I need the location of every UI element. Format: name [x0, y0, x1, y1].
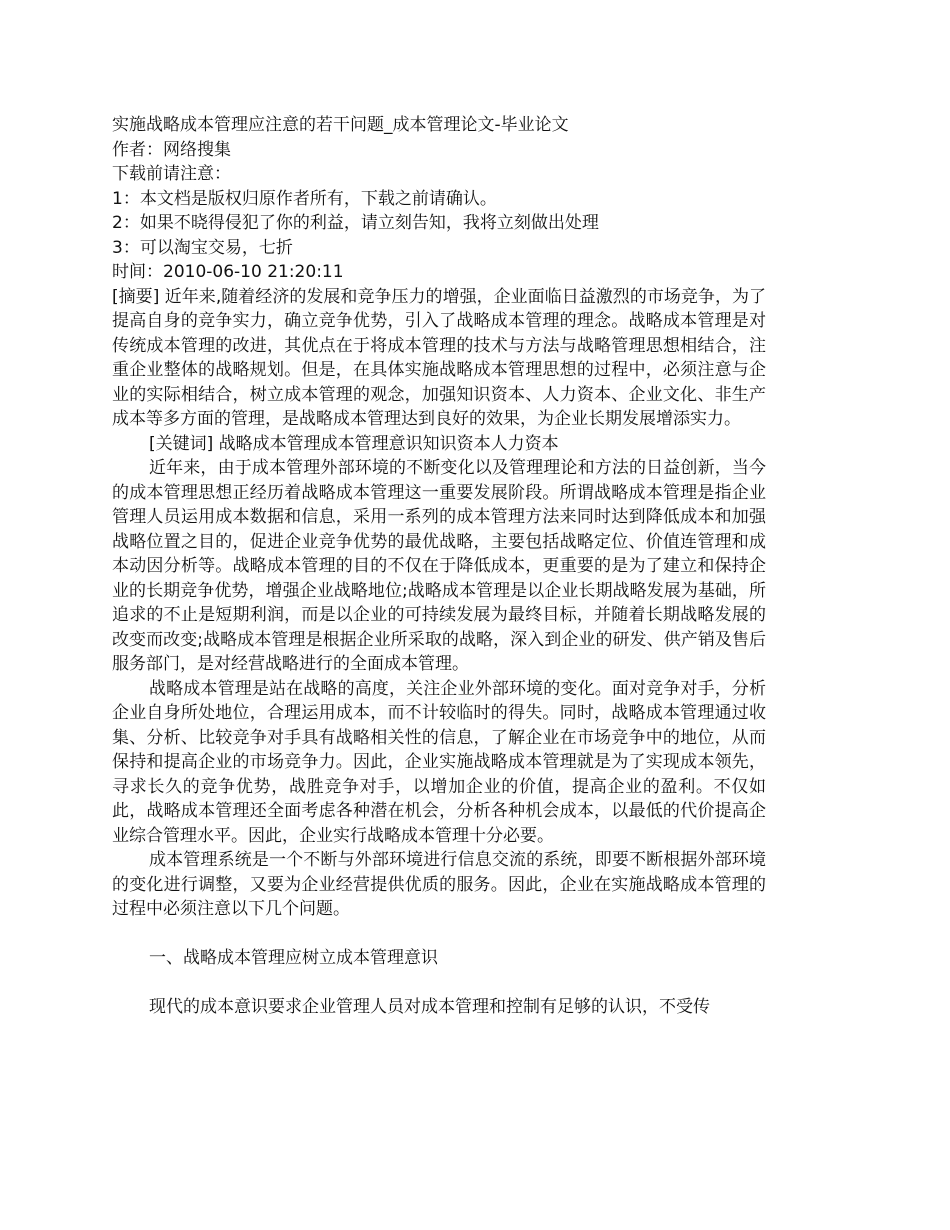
author-line: 作者：网络搜集 — [112, 139, 231, 160]
body-paragraph: 近年来，由于成本管理外部环境的不断变化以及管理理论和方法的日益创新，当今的成本管理思想正经历着战略成本管理这一重要发展阶段。所谓战略成本管理是指企业管理人员运用成本数据和信息，采用一系列的成本管理方法来同时达到降低成本和加强战略位置之目的，促进企业竞争优势的最优战略，主要包括战略定位、价值连管理和成本动因分析等。战略成本管理的目的不仅在于降低成本，更重要的是为了建立和保持企业的长期竞争优势，增强企业战略地位;战略成本管理是以企业长期战略发展为基础，所追求的不止是短期利润，而是以企业的可持续发展为最终目标，并随着长期战略发展的改变而改变;战略成本管理是根据企业所采取的战略，深入到企业的研发、供产销及售后服务部门，是对经营战略进行的全面成本管理。 — [112, 458, 766, 674]
body-paragraph: 成本管理系统是一个不断与外部环境进行信息交流的系统，即要不断根据外部环境的变化进行调整，又要为企业经营提供优质的服务。因此，企业在实施战略成本管理的过程中必须注意以下几个问题。 — [112, 850, 766, 919]
keywords-line: [关键词] 战略成本管理成本管理意识知识资本人力资本 — [149, 433, 559, 454]
spacer — [112, 922, 766, 947]
section-heading: 一、战略成本管理应树立成本管理意识 — [149, 948, 438, 968]
spacer — [112, 971, 766, 996]
body-paragraph: 战略成本管理是站在战略的高度，关注企业外部环境的变化。面对竞争对手，分析企业自身所处地位，合理运用成本，而不计较临时的得失。同时，战略成本管理通过收集、分析、比较竞争对手具有战略相关性的信息，了解企业在市场竞争中的地位，从而保持和提高企业的市场竞争力。因此，企业实施战略成本管理就是为了实现成本领先，寻求长久的竞争优势，战胜竞争对手，以增加企业的价值，提高企业的盈利。不仅如此，战略成本管理还全面考虑各种潜在机会，分析各种机会成本，以最低的代价提高企业综合管理水平。因此，企业实行战略成本管理十分必要。 — [112, 678, 766, 846]
document-title: 实施战略成本管理应注意的若干问题_成本管理论文-毕业论文 — [112, 115, 569, 135]
notice-item: 3：可以淘宝交易，七折 — [112, 237, 293, 258]
notice-header: 下载前请注意： — [112, 164, 231, 184]
body-paragraph: 现代的成本意识要求企业管理人员对成本管理和控制有足够的认识，不受传 — [149, 997, 710, 1017]
abstract-paragraph: [摘要] 近年来,随着经济的发展和竞争压力的增强，企业面临日益激烈的市场竞争，为了提高自身的竞争实力，确立竞争优势，引入了战略成本管理的理念。战略成本管理是对传统成本管理的改进，其优点在于将成本管理的技术与方法与战略管理思想相结合，注重企业整体的战略规划。但是，在具体实施战略成本管理思想的过程中，必须注意与企业的实际相结合，树立成本管理的观念，加强知识资本、人力资本、企业文化、非生产成本等多方面的管理，是战略成本管理达到良好的效果，为企业长期发展增添实力。 — [112, 286, 766, 429]
document-page — [112, 113, 766, 1020]
timestamp: 时间：2010-06-10 21:20:11 — [112, 262, 344, 282]
notice-item: 2：如果不晓得侵犯了你的利益，请立刻告知，我将立刻做出处理 — [112, 213, 599, 233]
notice-item: 1：本文档是版权归原作者所有，下载之前请确认。 — [112, 188, 497, 209]
